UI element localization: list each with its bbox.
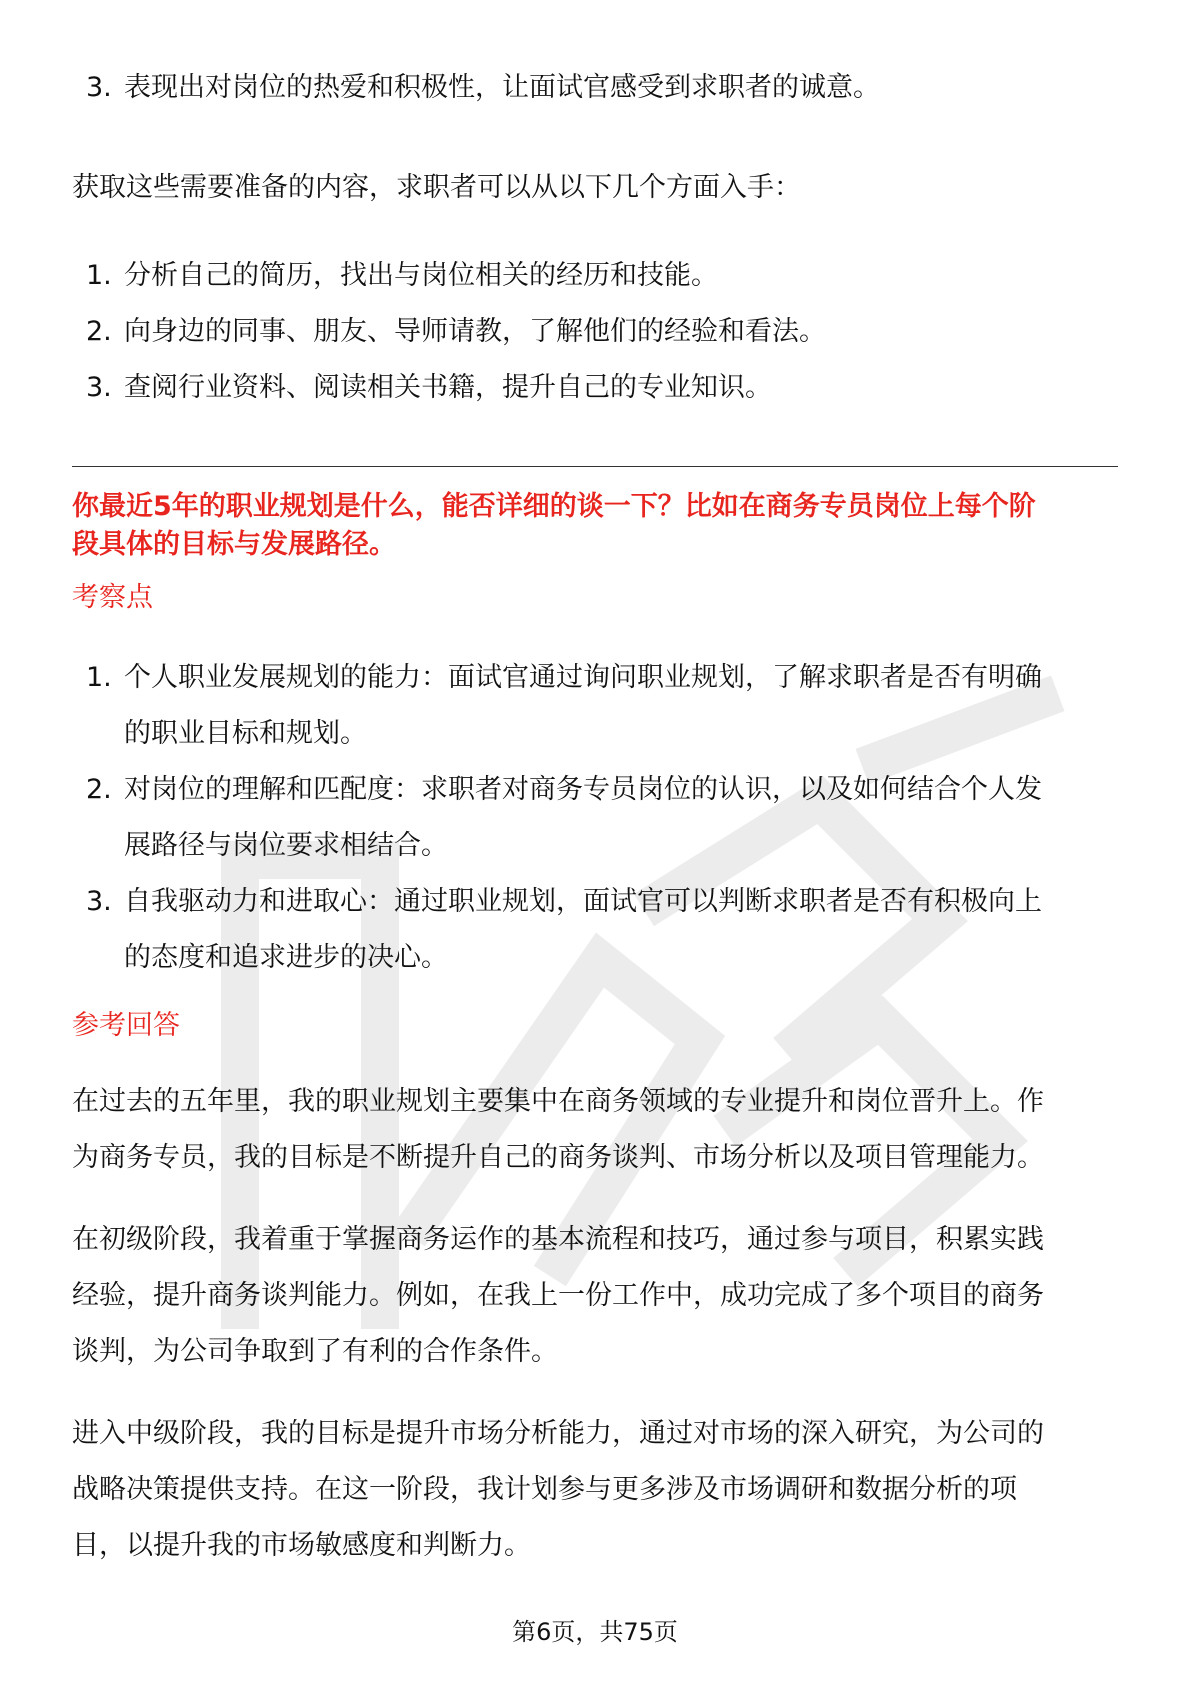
paragraph-line: 进入中级阶段，我的目标是提升市场分析能力，通过对市场的深入研究，为公司的 — [72, 1418, 1044, 1449]
list-item — [72, 874, 1118, 986]
paragraph-line: 经验，提升商务谈判能力。例如，在我上一份工作中，成功完成了多个项目的商务 — [72, 1280, 1044, 1311]
paragraph-line: 在初级阶段，我着重于掌握商务运作的基本流程和技巧，通过参与项目，积累实践 — [72, 1224, 1044, 1255]
list-item-text: 分析自己的简历，找出与岗位相关的经历和技能。 — [124, 260, 718, 291]
list-item-text: 查阅行业资料、阅读相关书籍，提升自己的专业知识。 — [124, 372, 772, 403]
list-item — [72, 762, 1118, 874]
list-item — [72, 360, 1118, 416]
answer-paragraph — [72, 1212, 1118, 1380]
focus-label: 考察点 — [72, 582, 153, 613]
focus-list — [72, 650, 1118, 986]
question-block — [72, 488, 1118, 564]
list-item-line: 自我驱动力和进取心：通过职业规划，面试官可以判断求职者是否有积极向上 — [124, 886, 1042, 917]
top-list — [72, 60, 1118, 116]
question-line: 段具体的目标与发展路径。 — [72, 529, 396, 560]
paragraph-line: 在过去的五年里，我的职业规划主要集中在商务领域的专业提升和岗位晋升上。作 — [72, 1086, 1044, 1117]
prep-list — [72, 248, 1118, 416]
answer-paragraph — [72, 1406, 1118, 1574]
list-item-text: 向身边的同事、朋友、导师请教，了解他们的经验和看法。 — [124, 316, 826, 347]
paragraph-line: 战略决策提供支持。在这一阶段，我计划参与更多涉及市场调研和数据分析的项 — [72, 1474, 1017, 1505]
list-item-number: 3. — [86, 886, 112, 917]
question-line: 你最近5年的职业规划是什么，能否详细的谈一下？比如在商务专员岗位上每个阶 — [72, 491, 1036, 522]
page-footer: 第6页，共75页 — [512, 1618, 678, 1646]
list-item-number: 3. — [86, 72, 112, 103]
list-item — [72, 304, 1118, 360]
answer-paragraph — [72, 1074, 1118, 1186]
list-item-line: 个人职业发展规划的能力：面试官通过询问职业规划，了解求职者是否有明确 — [124, 662, 1042, 693]
list-item-number: 2. — [86, 316, 112, 347]
list-item-line: 的职业目标和规划。 — [124, 718, 367, 749]
list-item-number: 3. — [86, 372, 112, 403]
section-divider — [72, 466, 1118, 467]
list-item — [72, 248, 1118, 304]
paragraph-line: 谈判，为公司争取到了有利的合作条件。 — [72, 1336, 558, 1367]
paragraph-line: 目，以提升我的市场敏感度和判断力。 — [72, 1530, 531, 1561]
list-item — [72, 650, 1118, 762]
list-item-line: 的态度和追求进步的决心。 — [124, 942, 448, 973]
list-item-line: 展路径与岗位要求相结合。 — [124, 830, 448, 861]
paragraph-line: 为商务专员，我的目标是不断提升自己的商务谈判、市场分析以及项目管理能力。 — [72, 1142, 1044, 1173]
list-item-number: 1. — [86, 662, 112, 693]
list-item-number: 2. — [86, 774, 112, 805]
answer-label: 参考回答 — [72, 1010, 180, 1041]
prep-intro: 获取这些需要准备的内容，求职者可以从以下几个方面入手： — [72, 172, 801, 203]
list-item-line: 对岗位的理解和匹配度：求职者对商务专员岗位的认识，以及如何结合个人发 — [124, 774, 1042, 805]
list-item — [72, 60, 1118, 116]
list-item-text: 表现出对岗位的热爱和积极性，让面试官感受到求职者的诚意。 — [124, 72, 880, 103]
list-item-number: 1. — [86, 260, 112, 291]
